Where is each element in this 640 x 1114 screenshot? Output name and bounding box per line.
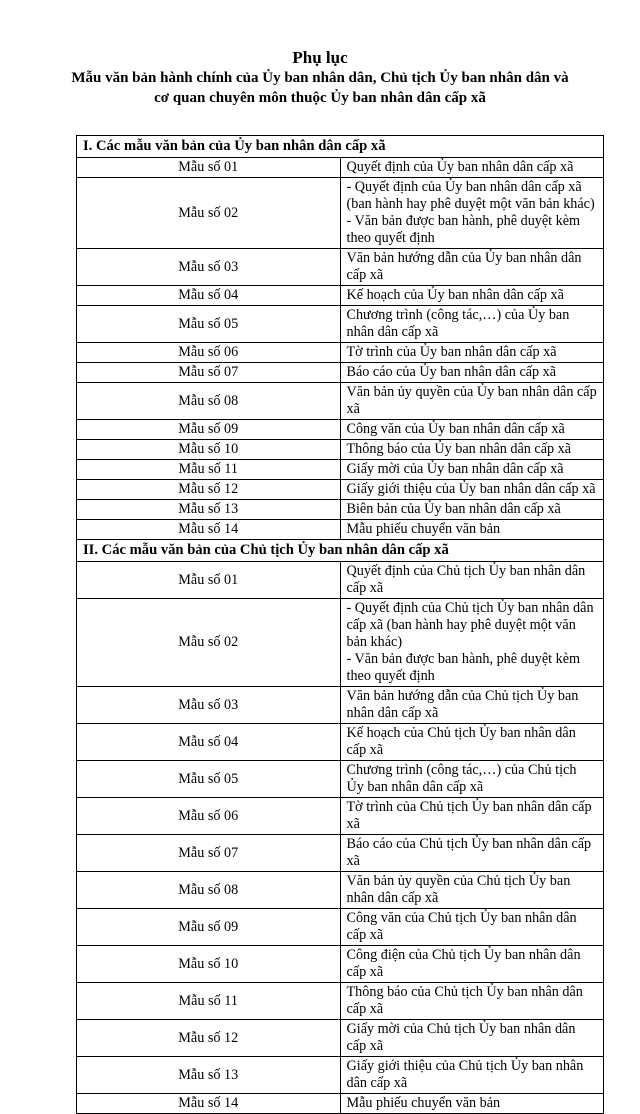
template-description xyxy=(340,286,604,306)
template-code: Mẫu số 07 xyxy=(77,835,341,872)
description-line: Giấy mời của Ủy ban nhân dân cấp xã xyxy=(346,461,564,477)
table-row xyxy=(77,249,604,286)
template-description xyxy=(340,440,604,460)
table-row xyxy=(77,158,604,178)
template-description xyxy=(340,343,604,363)
template-description xyxy=(340,909,604,946)
template-description xyxy=(340,500,604,520)
description-line: Quyết định của Chủ tịch Ủy ban nhân dân cấp xã xyxy=(346,563,586,596)
template-description xyxy=(340,249,604,286)
template-code: Mẫu số 01 xyxy=(77,158,341,178)
template-code: Mẫu số 12 xyxy=(77,480,341,500)
template-description xyxy=(340,946,604,983)
table-row xyxy=(77,798,604,835)
table-row xyxy=(77,440,604,460)
template-description xyxy=(340,306,604,343)
template-description xyxy=(340,872,604,909)
description-line: Công văn của Ủy ban nhân dân cấp xã xyxy=(346,421,565,437)
table-row xyxy=(77,500,604,520)
table-row xyxy=(77,599,604,687)
template-code: Mẫu số 09 xyxy=(77,909,341,946)
description-line: Công điện của Chủ tịch Ủy ban nhân dân cấp xã xyxy=(346,947,581,980)
table-row xyxy=(77,363,604,383)
description-line: Giấy giới thiệu của Ủy ban nhân dân cấp xã xyxy=(346,481,596,497)
template-code: Mẫu số 14 xyxy=(77,1094,341,1114)
description-line: Mẫu phiếu chuyển văn bản xyxy=(346,521,501,537)
template-description xyxy=(340,798,604,835)
template-description xyxy=(340,383,604,420)
template-code: Mẫu số 13 xyxy=(77,500,341,520)
template-code: Mẫu số 11 xyxy=(77,983,341,1020)
template-code: Mẫu số 02 xyxy=(77,178,341,249)
template-description xyxy=(340,480,604,500)
template-code: Mẫu số 03 xyxy=(77,249,341,286)
table-row xyxy=(77,687,604,724)
table-row xyxy=(77,460,604,480)
description-line: - Quyết định của Ủy ban nhân dân cấp xã (ban hành hay phê duyệt một văn bản khác) xyxy=(346,179,595,212)
template-code: Mẫu số 10 xyxy=(77,440,341,460)
table-row xyxy=(77,420,604,440)
template-code: Mẫu số 06 xyxy=(77,343,341,363)
description-line: Mẫu phiếu chuyển văn bản xyxy=(346,1095,501,1111)
template-code: Mẫu số 11 xyxy=(77,460,341,480)
table-row xyxy=(77,306,604,343)
template-code: Mẫu số 06 xyxy=(77,798,341,835)
template-description xyxy=(340,363,604,383)
section-title: II. Các mẫu văn bản của Chủ tịch Ủy ban nhân dân cấp xã xyxy=(77,540,604,562)
template-description xyxy=(340,983,604,1020)
table-row xyxy=(77,872,604,909)
description-line: Giấy mời của Chủ tịch Ủy ban nhân dân cấp xã xyxy=(346,1021,576,1054)
template-description xyxy=(340,835,604,872)
description-line: Chương trình (công tác,…) của Chủ tịch Ủy ban nhân dân cấp xã xyxy=(346,762,577,795)
template-code: Mẫu số 04 xyxy=(77,286,341,306)
description-line: Giấy giới thiệu của Chủ tịch Ủy ban nhân dân cấp xã xyxy=(346,1058,584,1091)
table-row xyxy=(77,1057,604,1094)
template-code: Mẫu số 12 xyxy=(77,1020,341,1057)
description-line: Kế hoạch của Ủy ban nhân dân cấp xã xyxy=(346,287,564,303)
section-header-row xyxy=(77,136,604,158)
description-line: Chương trình (công tác,…) của Ủy ban nhân dân cấp xã xyxy=(346,307,570,340)
table-row xyxy=(77,178,604,249)
template-code: Mẫu số 08 xyxy=(77,383,341,420)
table-row xyxy=(77,286,604,306)
table-row xyxy=(77,724,604,761)
template-description xyxy=(340,562,604,599)
subtitle-line-1: Mẫu văn bản hành chính của Ủy ban nhân dân, Chủ tịch Ủy ban nhân dân và xyxy=(71,70,569,86)
description-line: - Văn bản được ban hành, phê duyệt kèm theo quyết định xyxy=(346,651,581,684)
template-description xyxy=(340,1057,604,1094)
subtitle-line-2: cơ quan chuyên môn thuộc Ủy ban nhân dân cấp xã xyxy=(154,90,486,106)
template-code: Mẫu số 07 xyxy=(77,363,341,383)
template-code: Mẫu số 05 xyxy=(77,761,341,798)
template-code: Mẫu số 01 xyxy=(77,562,341,599)
description-line: Văn bản ủy quyền của Chủ tịch Ủy ban nhân dân cấp xã xyxy=(346,873,571,906)
template-code: Mẫu số 14 xyxy=(77,520,341,540)
template-code: Mẫu số 03 xyxy=(77,687,341,724)
template-description xyxy=(340,178,604,249)
document-header xyxy=(0,48,640,108)
description-line: Thông báo của Chủ tịch Ủy ban nhân dân cấp xã xyxy=(346,984,583,1017)
template-description xyxy=(340,1094,604,1114)
description-line: Kế hoạch của Chủ tịch Ủy ban nhân dân cấp xã xyxy=(346,725,576,758)
page-title: Phụ lục xyxy=(292,48,348,67)
description-line: Quyết định của Ủy ban nhân dân cấp xã xyxy=(346,159,574,175)
template-description xyxy=(340,520,604,540)
table-row xyxy=(77,983,604,1020)
section-header-row xyxy=(77,540,604,562)
table-row xyxy=(77,761,604,798)
table-row xyxy=(77,946,604,983)
template-code: Mẫu số 09 xyxy=(77,420,341,440)
description-line: Tờ trình của Ủy ban nhân dân cấp xã xyxy=(346,344,557,360)
template-description xyxy=(340,420,604,440)
description-line: Văn bản hướng dẫn của Chủ tịch Ủy ban nhân dân cấp xã xyxy=(346,688,579,721)
description-line: Thông báo của Ủy ban nhân dân cấp xã xyxy=(346,441,572,457)
description-line: Văn bản ủy quyền của Ủy ban nhân dân cấp xã xyxy=(346,384,597,417)
template-code: Mẫu số 04 xyxy=(77,724,341,761)
table-row xyxy=(77,343,604,363)
description-line: Công văn của Chủ tịch Ủy ban nhân dân cấp xã xyxy=(346,910,577,943)
table-row xyxy=(77,480,604,500)
table-row xyxy=(77,1020,604,1057)
template-code: Mẫu số 02 xyxy=(77,599,341,687)
description-line: Báo cáo của Ủy ban nhân dân cấp xã xyxy=(346,364,557,380)
template-description xyxy=(340,158,604,178)
template-description xyxy=(340,460,604,480)
template-table-body xyxy=(77,136,604,1114)
table-row xyxy=(77,562,604,599)
template-code: Mẫu số 10 xyxy=(77,946,341,983)
template-code: Mẫu số 08 xyxy=(77,872,341,909)
section-title: I. Các mẫu văn bản của Ủy ban nhân dân cấp xã xyxy=(77,136,604,158)
template-code: Mẫu số 13 xyxy=(77,1057,341,1094)
template-description xyxy=(340,761,604,798)
description-line: Báo cáo của Chủ tịch Ủy ban nhân dân cấp xã xyxy=(346,836,592,869)
table-row xyxy=(77,520,604,540)
table-row xyxy=(77,383,604,420)
template-description xyxy=(340,687,604,724)
template-description xyxy=(340,1020,604,1057)
description-line: - Quyết định của Chủ tịch Ủy ban nhân dân cấp xã (ban hành hay phê duyệt một văn bản khác) xyxy=(346,600,594,650)
table-row xyxy=(77,1094,604,1114)
template-table xyxy=(76,135,604,1114)
template-description xyxy=(340,724,604,761)
description-line: Văn bản hướng dẫn của Ủy ban nhân dân cấp xã xyxy=(346,250,582,283)
template-description xyxy=(340,599,604,687)
description-line: - Văn bản được ban hành, phê duyệt kèm theo quyết định xyxy=(346,213,581,246)
table-row xyxy=(77,835,604,872)
template-code: Mẫu số 05 xyxy=(77,306,341,343)
description-line: Tờ trình của Chủ tịch Ủy ban nhân dân cấp xã xyxy=(346,799,592,832)
description-line: Biên bản của Ủy ban nhân dân cấp xã xyxy=(346,501,561,517)
table-row xyxy=(77,909,604,946)
